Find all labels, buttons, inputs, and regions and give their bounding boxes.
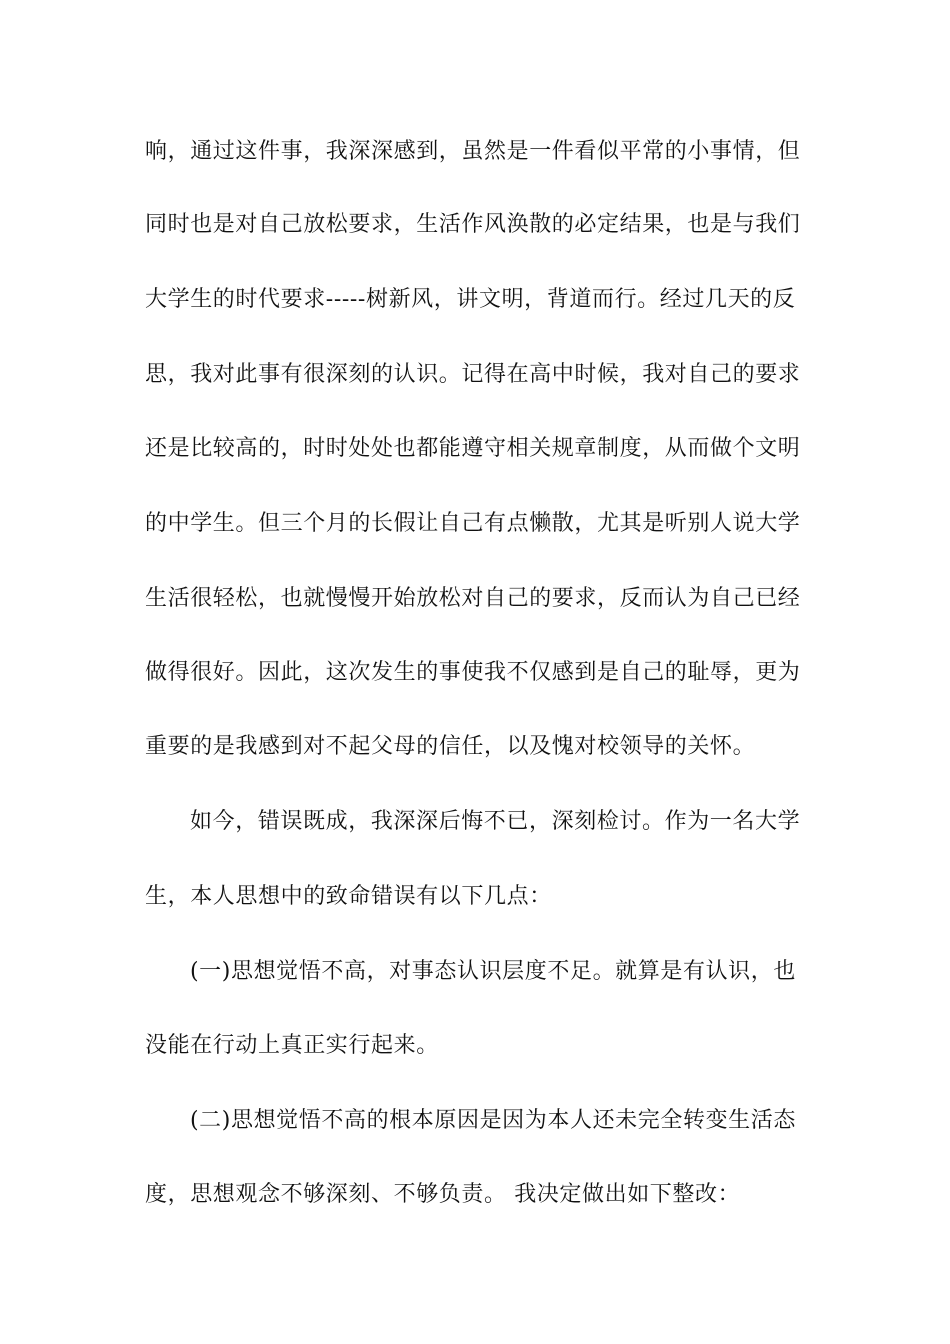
text-line: 度，思想观念不够深刻、不够负责。 我决定做出如下整改： bbox=[145, 1182, 741, 1207]
text-line: 生活很轻松，也就慢慢开始放松对自己的要求，反而认为自己已经 bbox=[145, 586, 801, 611]
text-line: 响，通过这件事，我深深感到，虽然是一件看似平常的小事情，但 bbox=[145, 139, 801, 164]
text-line: 生，本人思想中的致命错误有以下几点： bbox=[145, 884, 552, 909]
text-line: 没能在行动上真正实行起来。 bbox=[145, 1033, 439, 1058]
paragraph-start-line: (二)思想觉悟不高的根本原因是因为本人还未完全转变生活态 bbox=[190, 1108, 796, 1133]
text-line: 同时也是对自己放松要求，生活作风涣散的必定结果，也是与我们 bbox=[145, 212, 801, 237]
paragraph-start-line: (一)思想觉悟不高，对事态认识层度不足。就算是有认识，也 bbox=[190, 959, 796, 984]
text-line: 重要的是我感到对不起父母的信任，以及愧对校领导的关怀。 bbox=[145, 734, 756, 759]
text-line: 做得很好。因此，这次发生的事使我不仅感到是自己的耻辱，更为 bbox=[145, 660, 801, 685]
text-line: 大学生的时代要求-----树新风，讲文明，背道而行。经过几天的反 bbox=[145, 287, 796, 312]
text-line: 还是比较高的，时时处处也都能遵守相关规章制度，从而做个文明 bbox=[145, 436, 801, 461]
text-line: 的中学生。但三个月的长假让自己有点懒散，尤其是听别人说大学 bbox=[145, 511, 801, 536]
text-line: 思，我对此事有很深刻的认识。记得在高中时候，我对自己的要求 bbox=[145, 362, 801, 387]
paragraph-start-line: 如今，错误既成，我深深后悔不已，深刻检讨。作为一名大学 bbox=[190, 809, 801, 834]
